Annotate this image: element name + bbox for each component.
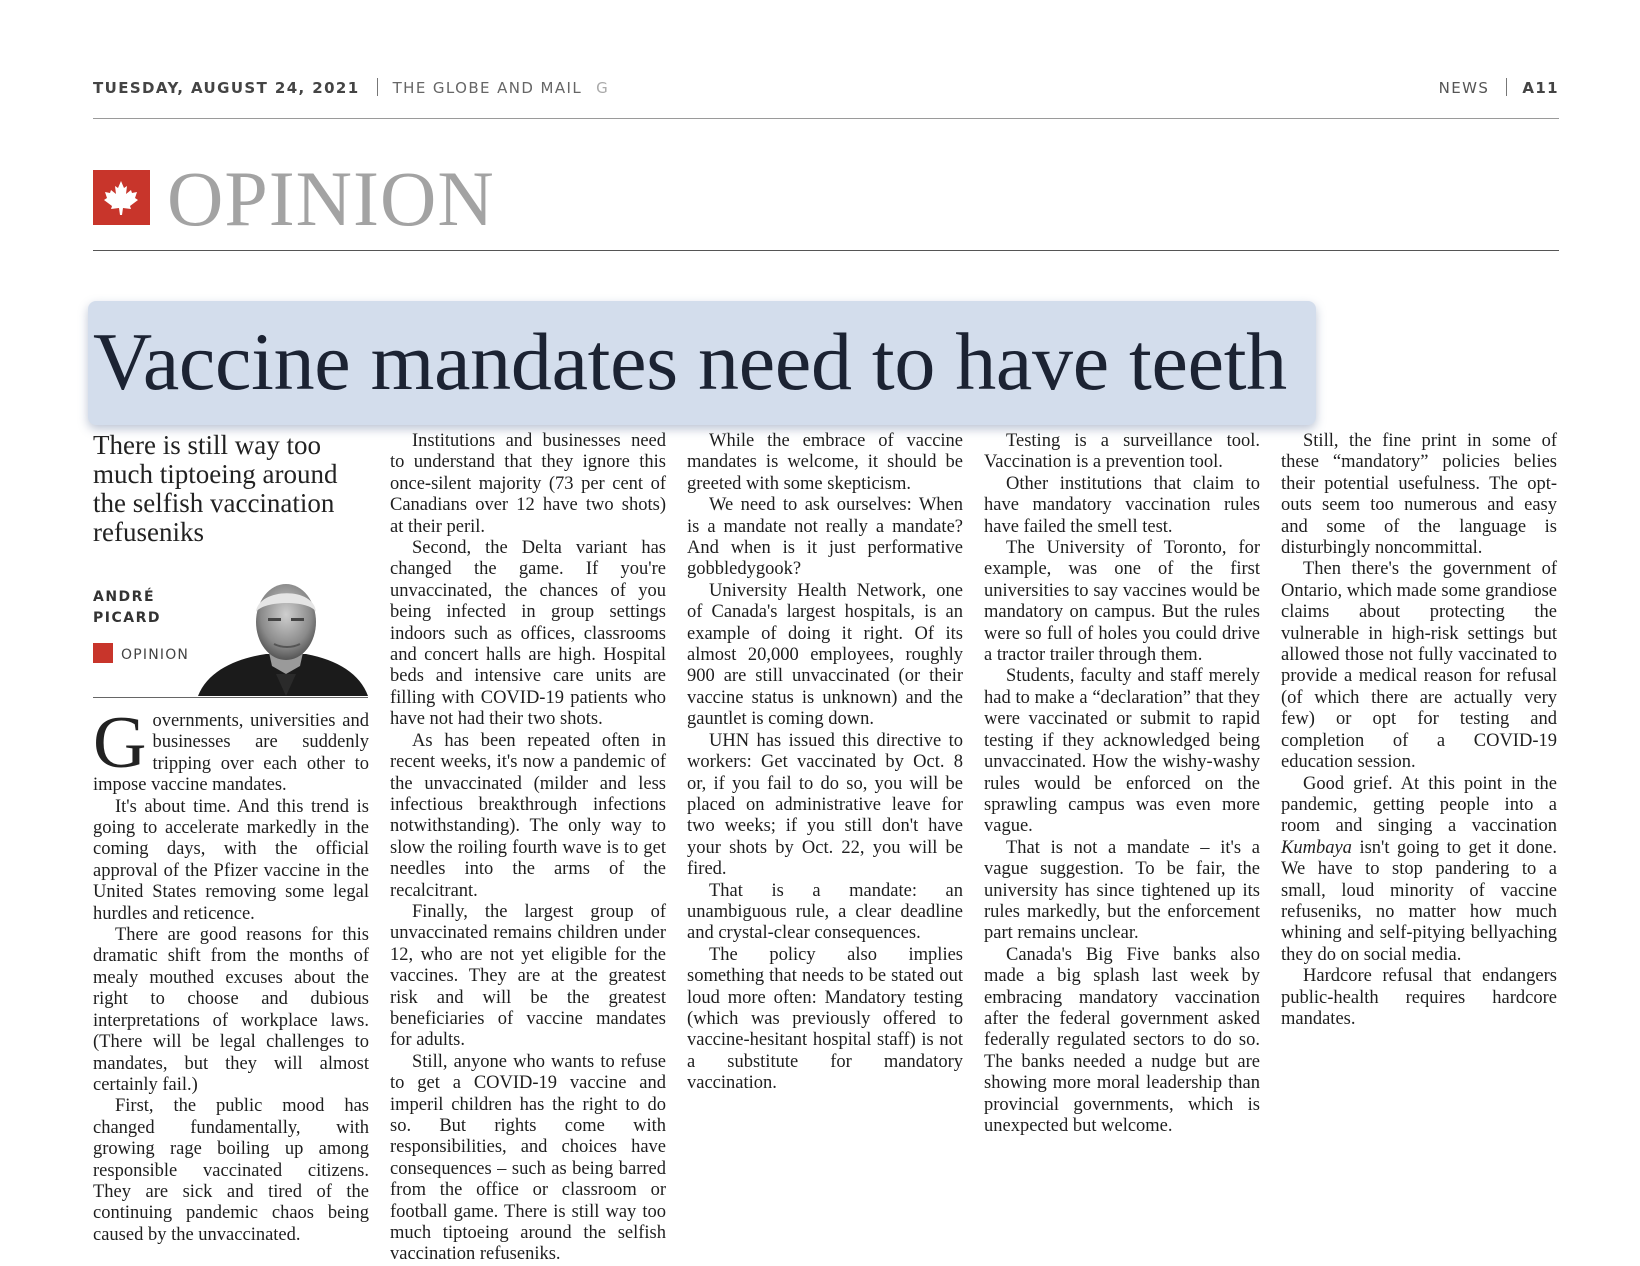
article-paragraph: Still, the fine print in some of these “mandatory” policies belies their potential usefulness. The opt-outs seem too numerous and easy and some of the language is disturbingly noncommittal.: [1281, 431, 1557, 559]
article-paragraph: Finally, the largest group of unvaccinated remains children under 12, who are not yet eligible for the vaccines. They are at the greatest risk and will be the greatest beneficiaries of vaccine mandates for adults.: [390, 901, 666, 1051]
article-paragraph: Other institutions that claim to have mandatory vaccination rules have failed the smell test.: [984, 473, 1260, 537]
section-name: NEWS: [1438, 79, 1490, 97]
author-rule: [93, 697, 368, 698]
paragraph-text: isn't going to get it done. We have to stop pandering to a small, loud minority of vaccine refuseniks, no matter how much whining and self-pitying bellyaching they do on social media.: [1281, 837, 1558, 965]
article-paragraph: Second, the Delta variant has changed the game. If you're unvaccinated, the chances of you being infected in group settings indoors such as offices, classrooms and concert halls are high. Hospital beds and intensive care units are filling with COVID-19 patients who have not had their two shots.: [390, 538, 666, 730]
author-portrait: [198, 578, 368, 696]
article-paragraph: The University of Toronto, for example, was one of the first universities to say vaccines would be mandatory on campus. But the rules were so full of holes you could drive a tractor trailer through them.: [984, 538, 1260, 666]
header-divider: [1506, 78, 1507, 96]
page-header: [93, 78, 1559, 104]
article-paragraph: University Health Network, one of Canada's largest hospitals, is an example of doing it right. Of its almost 20,000 employees, roughly 900 are still unvaccinated (or their vaccine status is unknown) and the gauntlet is coming down.: [687, 580, 963, 730]
article-paragraph: Testing is a surveillance tool. Vaccination is a prevention tool.: [984, 431, 1260, 473]
header-left: [93, 78, 609, 97]
article-paragraph: That is not a mandate – it's a vague suggestion. To be fair, the university has since tightened up its rules markedly, but the enforcement part remains unclear.: [984, 837, 1260, 944]
article-column-4: [984, 431, 1260, 1137]
article-paragraph: Then there's the government of Ontario, which made some grandiose claims about protecting the vulnerable in high-risk settings but allowed those not fully vaccinated to provide a medical reason for refusal (of which there are actually very few) or opt for testing and completion of a COVID-19 education session.: [1281, 559, 1557, 773]
article-column-1: [93, 702, 369, 1246]
article-paragraph: There are good reasons for this dramatic shift from the months of mealy mouthed excuses about the right to choose and dubious interpretations of workplace laws. (There will be legal challenges to mandates, but they will almost certainly fail.): [93, 925, 369, 1095]
author-first-name: ANDRÉ: [93, 589, 156, 605]
section-logo: [93, 170, 150, 225]
article-paragraph: UHN has issued this directive to workers: Get vaccinated by Oct. 8 or, if you fail to do so, you will be placed on administrative leave for two weeks; if you still don't have your shots by Oct. 22, you will be fired.: [687, 730, 963, 880]
italic-word: Kumbaya: [1281, 837, 1352, 858]
article-column-3: [687, 431, 963, 1095]
paragraph-text: overnments, universities and businesses are suddenly tripping over each other to impose vaccine mandates.: [93, 711, 369, 796]
newspaper-name: THE GLOBE AND MAIL: [392, 79, 583, 97]
newspaper-mark: G: [596, 79, 610, 97]
header-rule: [93, 118, 1559, 119]
header-divider: [377, 78, 378, 96]
page-number: A11: [1522, 79, 1559, 97]
section-title: OPINION: [167, 155, 495, 242]
author-photo: [198, 578, 368, 696]
maple-leaf-icon: [101, 179, 141, 217]
article-paragraph: Still, anyone who wants to refuse to get a COVID-19 vaccine and imperil children has the right to do so. But rights come with responsibilities, and choices have consequences – such as being barred from the office or classroom or football game. There is still way too much tiptoeing around the selfish vaccination refuseniks.: [390, 1051, 666, 1265]
article-paragraph: The policy also implies something that needs to be stated out loud more often: Mandatory testing (which was previously offered to vaccine-hesitant hospital staff) is not a substitute for mandatory vaccination.: [687, 944, 963, 1094]
issue-date: TUESDAY, AUGUST 24, 2021: [93, 79, 360, 97]
article-paragraph: As has been repeated often in recent weeks, it's now a pandemic of the unvaccinated (milder and less infectious breakthrough infections notwithstanding). The only way to slow the roiling fourth wave is to get needles into the arms of the recalcitrant.: [390, 730, 666, 901]
article-paragraph: While the embrace of vaccine mandates is welcome, it should be greeted with some skepticism.: [687, 431, 963, 494]
article-paragraph: That is a mandate: an unambiguous rule, a clear deadline and crystal-clear consequences.: [687, 880, 963, 944]
article-paragraph: It's about time. And this trend is going to accelerate markedly in the coming days, with the official approval of the Pfizer vaccine in the United States removing some legal hurdles and reticence.: [93, 796, 369, 924]
author-tag-label: OPINION: [121, 647, 190, 663]
section-rule: [93, 250, 1559, 251]
author-byline: [93, 587, 161, 629]
drop-cap: G: [93, 702, 147, 784]
article-paragraph: Students, faculty and staff merely had to make a “declaration” that they were vaccinated or submit to rapid testing if they acknowledged being unvaccinated. How the wishy-washy rules would be enforced on the sprawling campus was even more vague.: [984, 666, 1260, 837]
article-paragraph: [93, 702, 369, 797]
article-paragraph: Institutions and businesses need to understand that they ignore this once-silent majority (73 per cent of Canadians over 12 have two shots) at their peril.: [390, 431, 666, 537]
article-paragraph: Canada's Big Five banks also made a big splash last week by embracing mandatory vaccination after the federal government asked federally regulated sectors to do so. The banks needed a nudge but are showing more moral leadership than provincial governments, which is unexpected but welcome.: [984, 944, 1260, 1136]
header-right: [1439, 78, 1559, 97]
article-column-2: [390, 431, 666, 1266]
article-column-5: [1281, 431, 1557, 1030]
opinion-tag-square: [93, 643, 113, 663]
author-tag: [93, 643, 189, 663]
article-deck: There is still way too much tiptoeing around the selfish vaccination refuseniks: [93, 430, 338, 547]
paragraph-text: Good grief. At this point in the pandemic, getting people into a room and singing a vaccination: [1281, 773, 1557, 837]
article-paragraph: Hardcore refusal that endangers public-health requires hardcore mandates.: [1281, 966, 1557, 1029]
author-last-name: PICARD: [93, 610, 161, 626]
article-paragraph: First, the public mood has changed fundamentally, with growing rage boiling up among responsible vaccinated citizens. They are sick and tired of the continuing pandemic chaos being caused by the unvaccinated.: [93, 1096, 369, 1245]
article-headline: Vaccine mandates need to have teeth: [93, 316, 1287, 407]
article-paragraph: We need to ask ourselves: When is a mandate not really a mandate? And when is it just performative gobbledygook?: [687, 495, 963, 580]
article-paragraph: [1281, 774, 1557, 967]
